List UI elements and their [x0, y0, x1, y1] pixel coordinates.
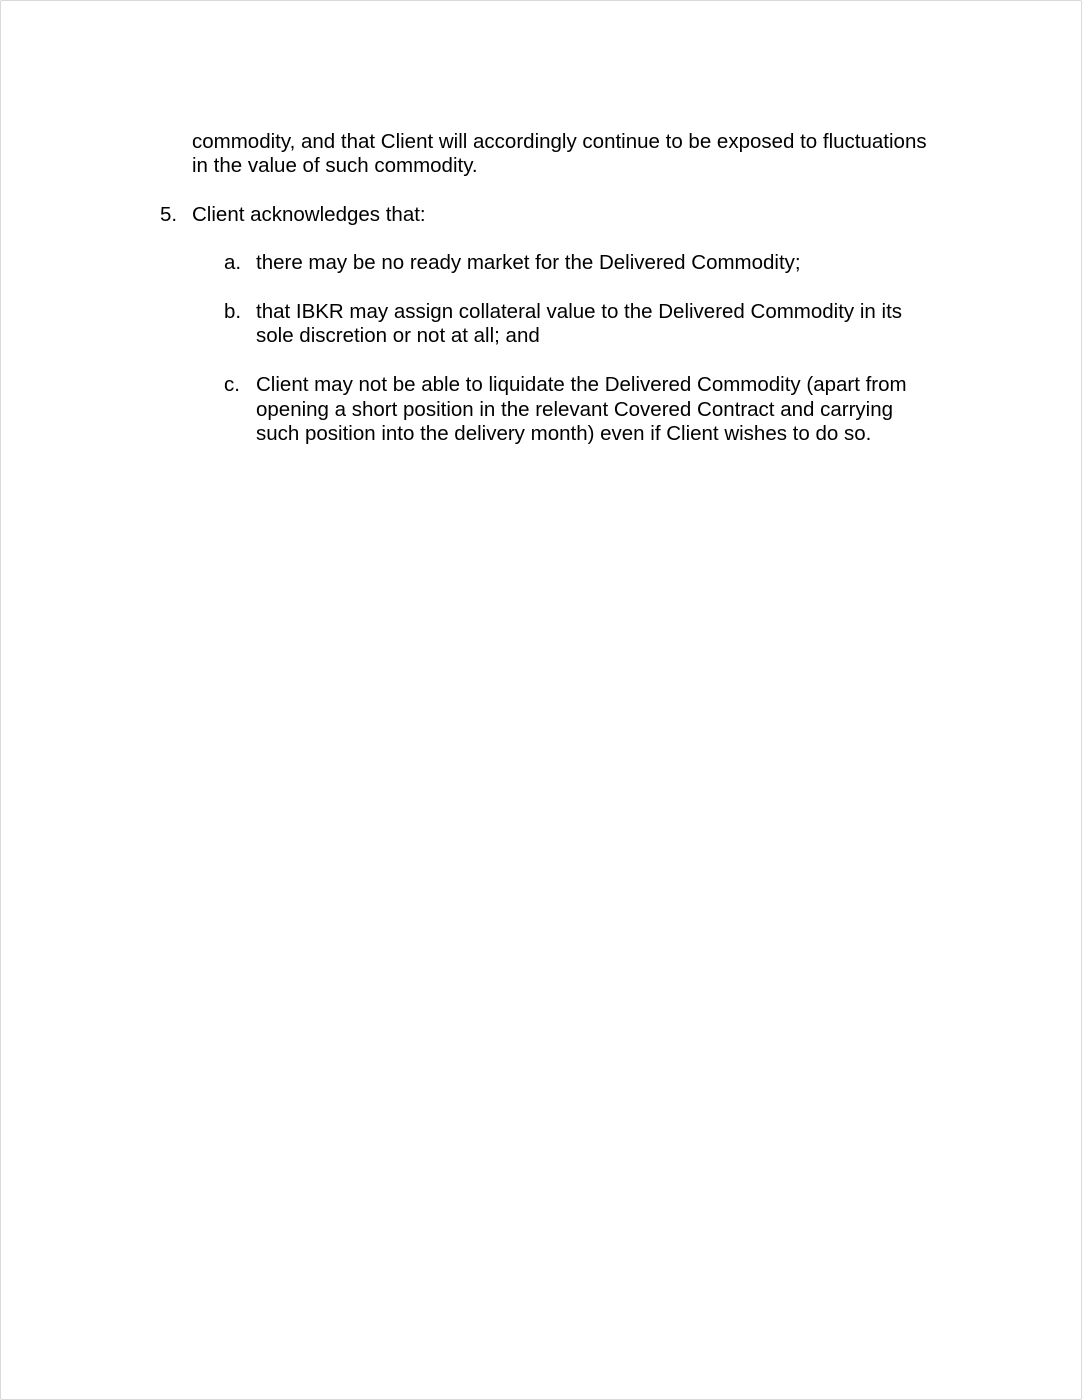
list-item-5-text: Client acknowledges that: [192, 203, 426, 226]
subitem-c-text-line-2: opening a short position in the relevant Covered Contract and carrying [256, 398, 894, 421]
subitem-b-text-line-1: that IBKR may assign collateral value to the Delivered Commodity in its [256, 300, 903, 323]
subitem-b-text-line-2: sole discretion or not at all; and [256, 324, 540, 347]
continuation-text-line-2: in the value of such commodity. [192, 154, 478, 177]
continuation-text-line-1: commodity, and that Client will accordingly continue to be exposed to fluctuations [192, 130, 927, 153]
subitem-c-label: c. [224, 373, 240, 396]
subitem-c-text-line-1: Client may not be able to liquidate the Delivered Commodity (apart from [256, 373, 907, 396]
subitem-c-text-line-3: such position into the delivery month) even if Client wishes to do so. [256, 422, 872, 445]
list-item-5-number: 5. [160, 203, 178, 226]
subitem-a-text-line-1: there may be no ready market for the Delivered Commodity; [256, 251, 801, 274]
subitem-b-label: b. [224, 300, 242, 323]
subitem-a-label: a. [224, 251, 242, 274]
